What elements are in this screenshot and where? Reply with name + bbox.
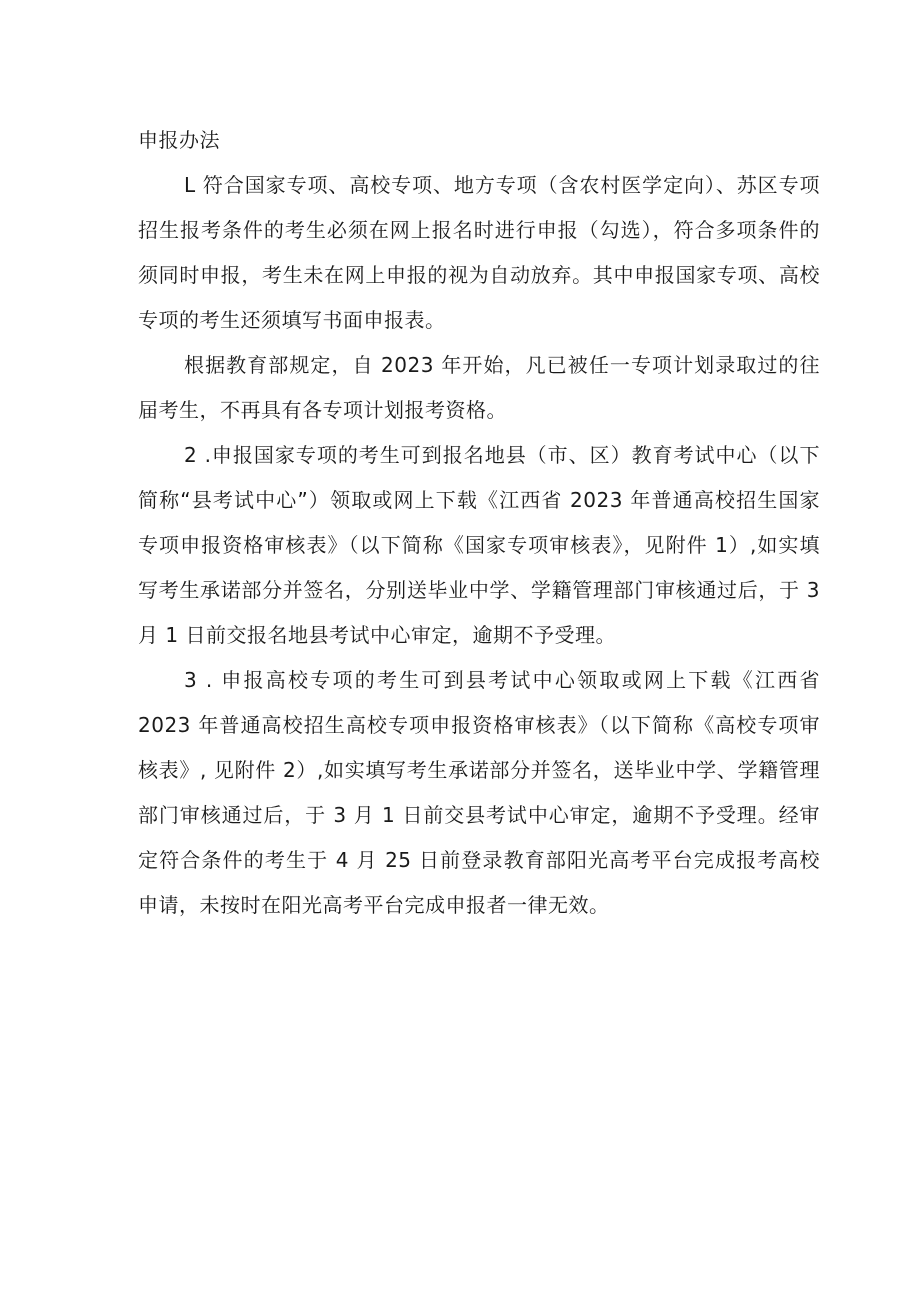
paragraph-4: 3 . 申报高校专项的考生可到县考试中心领取或网上下载《江西省 2023 年普通高校招生高校专项申报资格审核表》（以下简称《高校专项审核表》, 见附件 2）,如实填写考生承诺部分并签名，送毕业中学、学籍管理部门审核通过后，于 3 月 1 日前交县考试中心审定，逾期不予受理。经审定符合条件的考生于 4 月 25 日前登录教育部阳光高考平台完成报考高校申请，未按时在阳光高考平台完成申报者一律无效。 bbox=[138, 668, 820, 917]
paragraph-1: L 符合国家专项、高校专项、地方专项（含农村医学定向）、苏区专项招生报考条件的考生必须在网上报名时进行申报（勾选），符合多项条件的须同时申报，考生未在网上申报的视为自动放弃。其中申报国家专项、高校专项的考生还须填写书面申报表。 bbox=[138, 173, 820, 332]
document-body bbox=[138, 118, 820, 928]
section-heading: 申报办法 bbox=[138, 128, 220, 152]
paragraph-2: 根据教育部规定，自 2023 年开始，凡已被任一专项计划录取过的往届考生，不再具有各专项计划报考资格。 bbox=[138, 353, 820, 422]
paragraph-3: 2 .申报国家专项的考生可到报名地县（市、区）教育考试中心（以下简称“县考试中心”）领取或网上下载《江西省 2023 年普通高校招生国家专项申报资格审核表》（以下简称《国家专项审核表》，见附件 1）,如实填写考生承诺部分并签名，分别送毕业中学、学籍管理部门审核通过后，于 3 月 1 日前交报名地县考试中心审定，逾期不予受理。 bbox=[138, 443, 820, 647]
